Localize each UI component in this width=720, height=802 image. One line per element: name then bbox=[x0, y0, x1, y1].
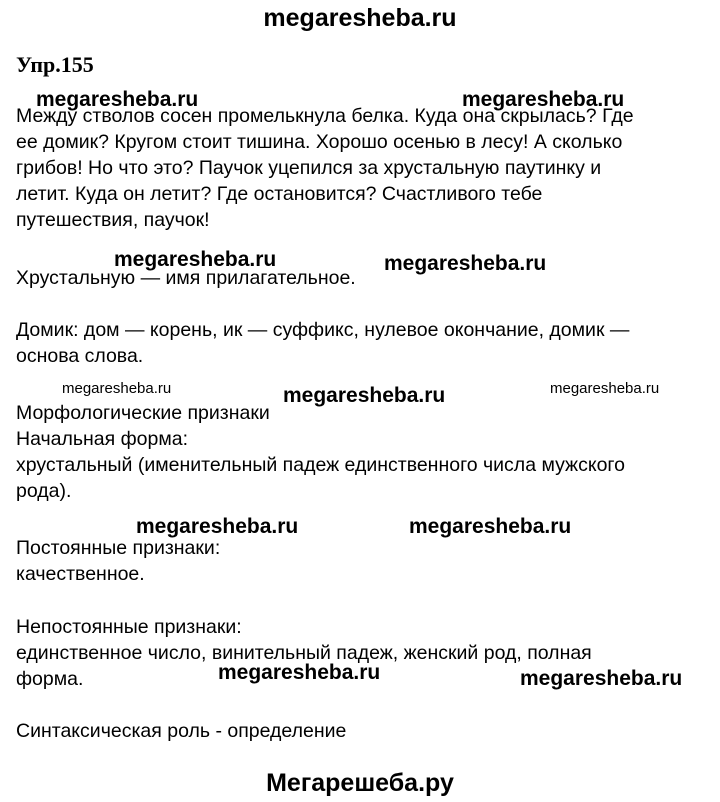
passage-line: грибов! Но что это? Паучок уцепился за хрустальную паутинку и bbox=[16, 157, 602, 179]
watermark: megaresheba.ru bbox=[409, 515, 572, 538]
domik-analysis-line: Домик: дом — корень, ик — суффикс, нулевое окончание, домик — bbox=[16, 319, 630, 341]
passage-line: ее домик? Кругом стоит тишина. Хорошо осенью в лесу! А сколько bbox=[16, 131, 623, 153]
constant-features-label: Постоянные признаки: bbox=[16, 537, 221, 559]
watermark: megaresheba.ru bbox=[462, 88, 625, 111]
exercise-title: Упр.155 bbox=[16, 52, 94, 77]
domik-analysis-line: основа слова. bbox=[16, 345, 144, 367]
syntax-role-line: Синтаксическая роль - определение bbox=[16, 720, 347, 742]
watermark: megaresheba.ru bbox=[218, 661, 381, 684]
variable-features-line: единственное число, винительный падеж, женский род, полная bbox=[16, 642, 592, 664]
watermark: megaresheba.ru bbox=[114, 248, 277, 271]
watermark: megaresheba.ru bbox=[36, 88, 199, 111]
watermark: megaresheba.ru bbox=[550, 380, 660, 397]
site-header: megaresheba.ru bbox=[263, 4, 457, 32]
initial-form-line: рода). bbox=[16, 480, 72, 502]
watermark: megaresheba.ru bbox=[136, 515, 299, 538]
watermark: megaresheba.ru bbox=[283, 384, 446, 407]
morphology-heading: Морфологические признаки bbox=[16, 402, 270, 424]
passage-line: летит. Куда он летит? Где остановится? Счастливого тебе bbox=[16, 183, 543, 205]
variable-features-label: Непостоянные признаки: bbox=[16, 616, 242, 638]
constant-features-value: качественное. bbox=[16, 563, 145, 585]
site-footer-brand: Мегарешеба.ру bbox=[266, 769, 454, 797]
watermark: megaresheba.ru bbox=[384, 252, 547, 275]
passage-line: Между стволов сосен промелькнула белка. Куда она скрылась? Где bbox=[16, 105, 634, 127]
variable-features-line: форма. bbox=[16, 668, 84, 690]
initial-form-line: хрустальный (именительный падеж единственного числа мужского bbox=[16, 454, 625, 476]
passage-line: путешествия, паучок! bbox=[16, 209, 210, 231]
watermark: megaresheba.ru bbox=[520, 667, 683, 690]
watermark: megaresheba.ru bbox=[62, 380, 172, 397]
initial-form-label: Начальная форма: bbox=[16, 428, 189, 450]
word-class-line: Хрустальную — имя прилагательное. bbox=[16, 267, 356, 289]
